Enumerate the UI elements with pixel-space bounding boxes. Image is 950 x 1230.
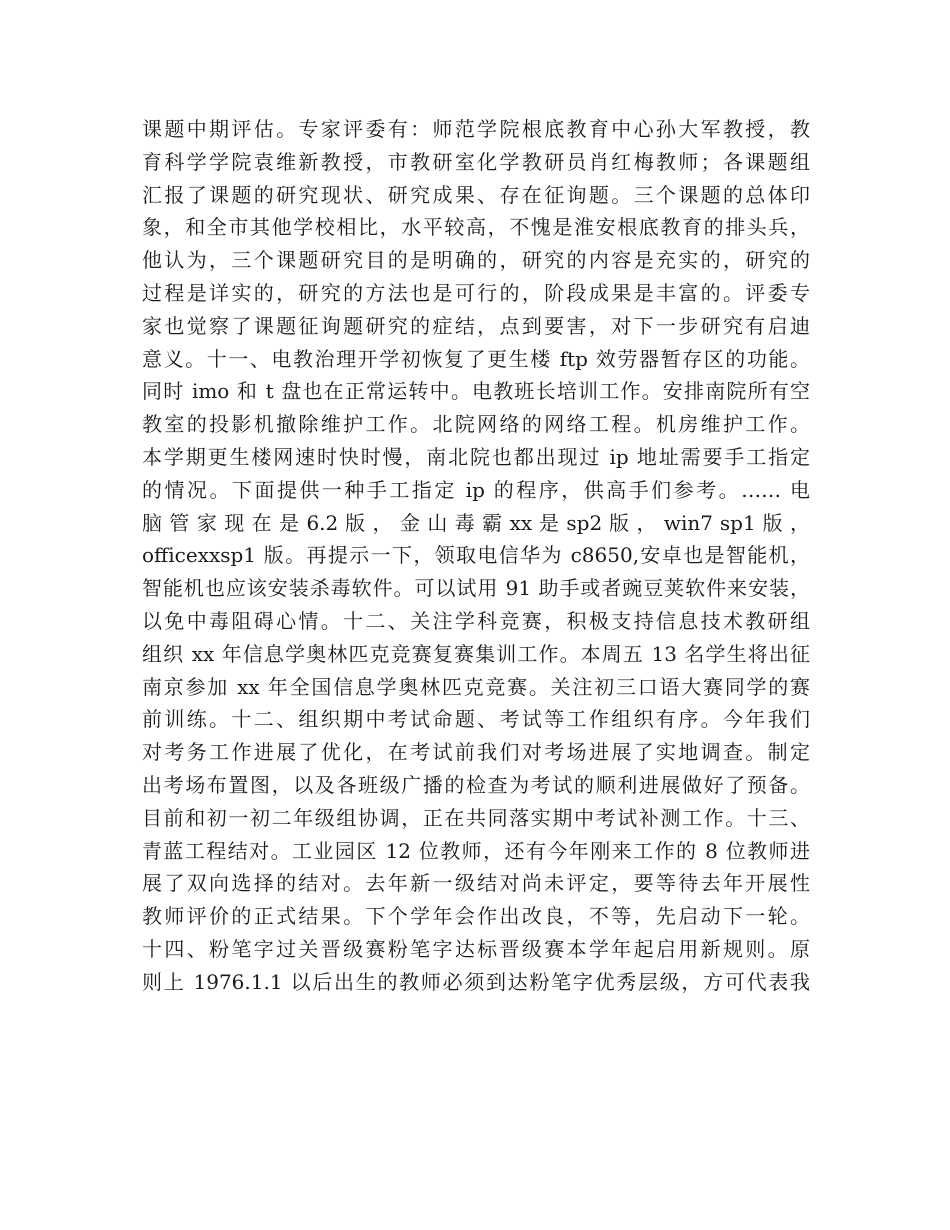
text-line: 汇报了课题的研究现状、研究成果、存在征询题。三个课题的总体印 <box>142 182 810 207</box>
text-line: 的情况。下面提供一种手工指定 ip 的程序，供高手们参考。…… 电 <box>142 477 810 502</box>
body-text <box>142 113 810 999</box>
text-line: 意义。十一、电教治理开学初恢复了更生楼 ftp 效劳器暂存区的功能。 <box>142 346 810 371</box>
text-line: 南京参加 xx 年全国信息学奥林匹克竞赛。关注初三口语大赛同学的赛 <box>142 674 810 699</box>
text-line: 过程是详实的，研究的方法也是可行的，阶段成果是丰富的。评委专 <box>142 280 810 305</box>
text-line: 组织 xx 年信息学奥林匹克竞赛复赛集训工作。本周五 13 名学生将出征 <box>142 641 810 666</box>
text-line: 对考务工作进展了优化，在考试前我们对考场进展了实地调查。制定 <box>142 740 810 765</box>
text-line: 则上 1976.1.1 以后出生的教师必须到达粉笔字优秀层级，方可代表我 <box>142 969 810 994</box>
text-line: 他认为，三个课题研究目的是明确的，研究的内容是充实的，研究的 <box>142 248 810 273</box>
text-line: 家也觉察了课题征询题研究的症结，点到要害，对下一步研究有启迪 <box>142 313 810 338</box>
text-line: 前训练。十二、组织期中考试命题、考试等工作组织有序。今年我们 <box>142 707 810 732</box>
text-line: 教室的投影机撤除维护工作。北院网络的网络工程。机房维护工作。 <box>142 412 810 437</box>
text-line: 同时 imo 和 t 盘也在正常运转中。电教班长培训工作。安排南院所有空 <box>142 379 810 404</box>
text-line: 课题中期评估。专家评委有：师范学院根底教育中心孙大军教授，教 <box>142 117 810 141</box>
text-line: 本学期更生楼网速时快时慢，南北院也都出现过 ip 地址需要手工指定 <box>142 444 810 469</box>
text-line: officexxsp1 版。再提示一下，领取电信华为 c8650,安卓也是智能机， <box>142 543 810 568</box>
text-line: 育科学学院袁维新教授，市教研室化学教研员肖红梅教师；各课题组 <box>142 149 810 174</box>
text-line: 象，和全市其他学校相比，水平较高，不愧是淮安根底教育的排头兵， <box>142 215 810 240</box>
text-line: 展了双向选择的结对。去年新一级结对尚未评定，要等待去年开展性 <box>142 871 810 896</box>
text-line: 青蓝工程结对。工业园区 12 位教师，还有今年刚来工作的 8 位教师进 <box>142 838 810 863</box>
text-line: 出考场布置图，以及各班级广播的检查为考试的顺利进展做好了预备。 <box>142 772 810 797</box>
text-line: 目前和初一初二年级组协调，正在共同落实期中考试补测工作。十三、 <box>142 805 810 830</box>
text-line: 十四、粉笔字过关晋级赛粉笔字达标晋级赛本学年起启用新规则。原 <box>142 936 810 961</box>
text-line: 以免中毒阻碍心情。十二、关注学科竞赛，积极支持信息技术教研组 <box>142 608 810 633</box>
text-line: 脑 管 家 现 在 是 6.2 版 ， 金 山 毒 霸 xx 是 sp2 版 ， win7 sp1 版 ， <box>142 510 810 535</box>
text-line: 智能机也应该安装杀毒软件。可以试用 91 助手或者豌豆荚软件来安装， <box>142 576 810 601</box>
text-line: 教师评价的正式结果。下个学年会作出改良，不等，先启动下一轮。 <box>142 904 810 929</box>
